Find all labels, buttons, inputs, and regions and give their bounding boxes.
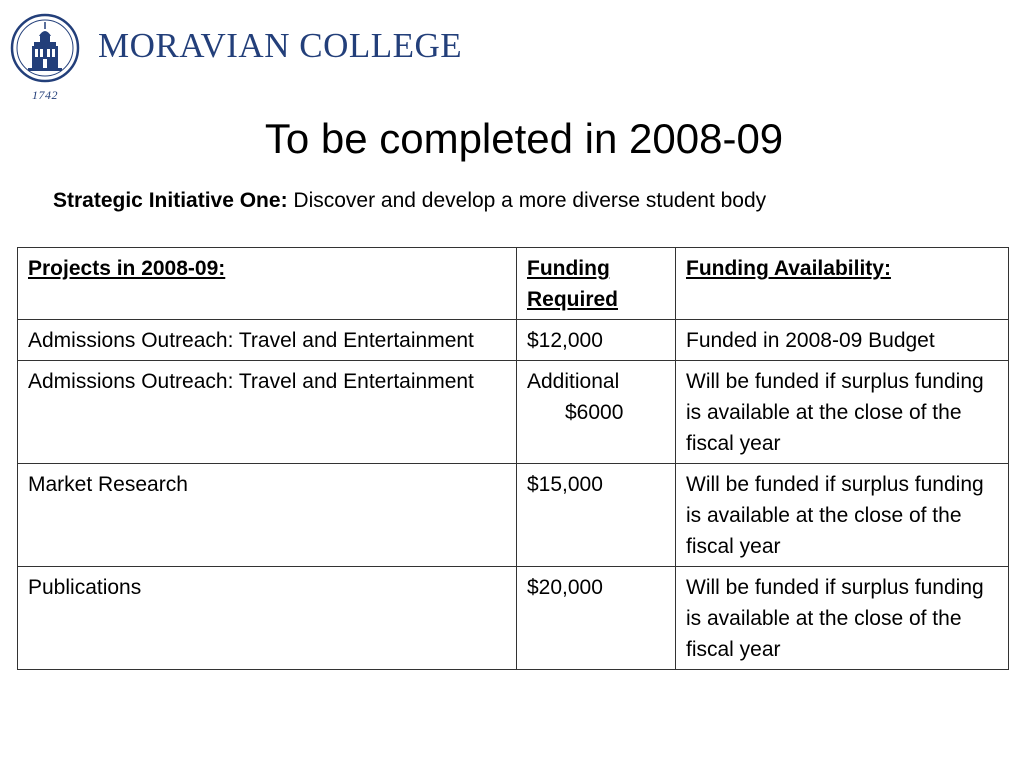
funding-cell: Additional $6000 bbox=[517, 361, 676, 464]
project-cell: Market Research bbox=[18, 464, 517, 567]
table-row bbox=[18, 361, 1009, 464]
table-row bbox=[18, 464, 1009, 567]
header-funding-availability: Funding Availability: bbox=[676, 248, 1009, 320]
availability-cell: Will be funded if surplus funding is available at the close of the fiscal year bbox=[676, 464, 1009, 567]
table-row bbox=[18, 567, 1009, 670]
header-projects: Projects in 2008-09: bbox=[18, 248, 517, 320]
project-cell: Admissions Outreach: Travel and Entertainment bbox=[18, 320, 517, 361]
availability-cell: Will be funded if surplus funding is available at the close of the fiscal year bbox=[676, 567, 1009, 670]
funding-cell: $15,000 bbox=[517, 464, 676, 567]
project-cell: Admissions Outreach: Travel and Entertainment bbox=[18, 361, 517, 464]
slide-title: To be completed in 2008-09 bbox=[264, 115, 784, 162]
funding-cell: $20,000 bbox=[517, 567, 676, 670]
seal-year: 1742 bbox=[32, 88, 58, 102]
initiative-subtitle bbox=[53, 187, 766, 215]
project-cell: Publications bbox=[18, 567, 517, 670]
header-funding-required: Funding Required bbox=[517, 248, 676, 320]
funding-cell: $12,000 bbox=[517, 320, 676, 361]
seal-icon bbox=[10, 12, 80, 84]
college-logo bbox=[10, 12, 480, 104]
initiative-label: Strategic Initiative One: bbox=[53, 189, 288, 212]
table-header-row bbox=[18, 248, 1009, 320]
availability-cell: Will be funded if surplus funding is available at the close of the fiscal year bbox=[676, 361, 1009, 464]
projects-table bbox=[17, 247, 1009, 670]
college-name: MORAVIAN COLLEGE bbox=[98, 26, 463, 65]
availability-cell: Funded in 2008-09 Budget bbox=[676, 320, 1009, 361]
table-row bbox=[18, 320, 1009, 361]
initiative-text: Discover and develop a more diverse student body bbox=[287, 189, 767, 212]
